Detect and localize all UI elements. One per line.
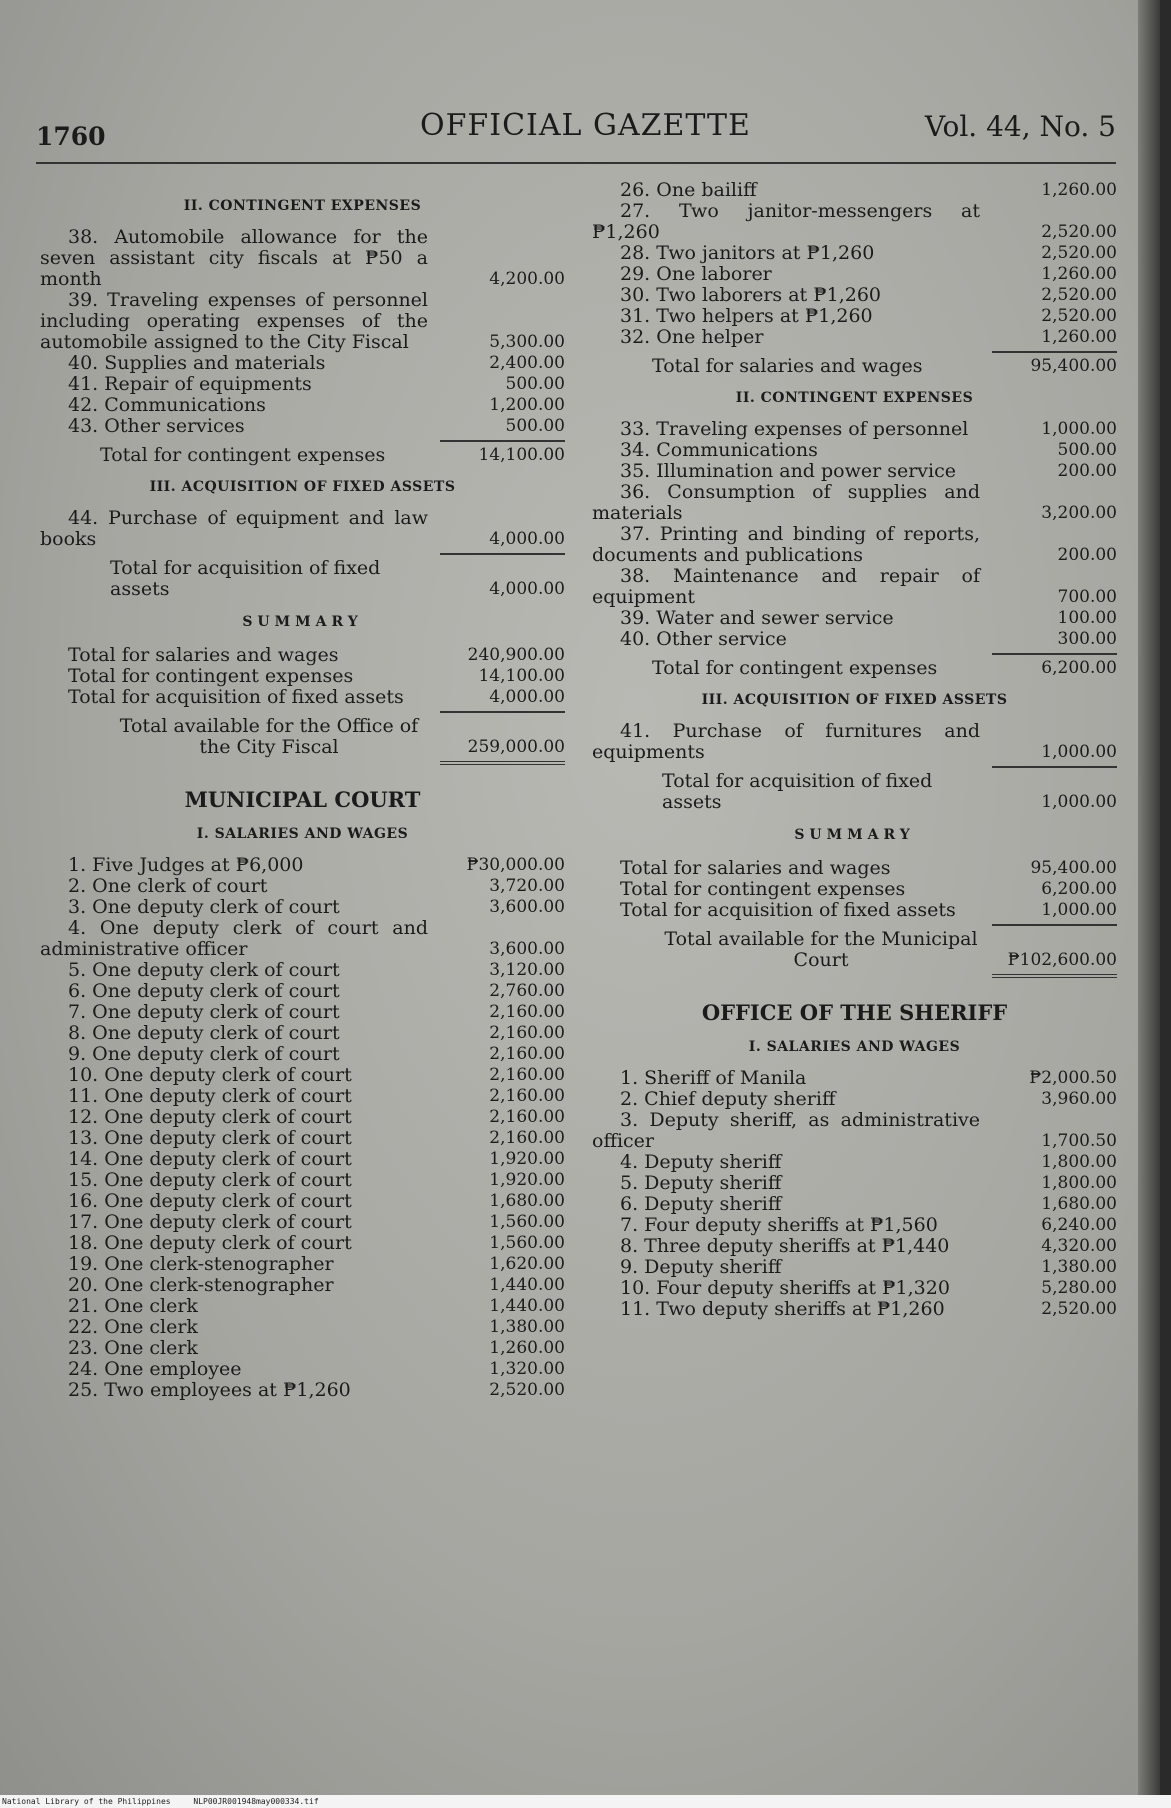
salary-list <box>592 180 1117 348</box>
item-amount: 1,380.00 <box>489 1317 565 1337</box>
item-amount: 200.00 <box>1057 545 1117 565</box>
line-item <box>40 227 565 290</box>
item-desc: 38. Maintenance and repair of equipment <box>592 565 980 608</box>
item-desc: 33. Traveling expenses of personnel <box>620 418 969 440</box>
item-desc: 2. One clerk of court <box>68 875 268 897</box>
item-desc: 7. Four deputy sheriffs at ₱1,560 <box>620 1214 938 1236</box>
total-desc: Total available for the Office of the City Fiscal <box>119 715 419 758</box>
section-heading: II. CONTINGENT EXPENSES <box>183 198 422 214</box>
line-item <box>40 290 565 353</box>
line-item <box>592 566 1117 608</box>
item-desc: 5. Deputy sheriff <box>620 1172 782 1194</box>
item-desc: 44. Purchase of equipment and law books <box>40 507 428 550</box>
item-amount: 1,680.00 <box>489 1191 565 1211</box>
line-item <box>592 1215 1117 1236</box>
item-amount: 1,560.00 <box>489 1212 565 1232</box>
item-desc: 10. Four deputy sheriffs at ₱1,320 <box>620 1277 950 1299</box>
item-desc: Total for salaries and wages <box>68 644 339 666</box>
summary-line <box>592 900 1117 921</box>
item-desc: 36. Consumption of supplies and materials <box>592 481 980 524</box>
item-amount: 14,100.00 <box>478 666 565 686</box>
item-desc: 41. Repair of equipments <box>68 373 312 395</box>
item-desc: 32. One helper <box>620 326 764 348</box>
item-desc: 24. One employee <box>68 1358 242 1380</box>
line-item <box>592 1257 1117 1278</box>
item-desc: 1. Five Judges at ₱6,000 <box>68 854 304 876</box>
line-item <box>592 608 1117 629</box>
total-line <box>592 771 1117 813</box>
line-item <box>592 524 1117 566</box>
item-desc: 4. One deputy clerk of court and administrative officer <box>40 917 428 960</box>
line-item <box>40 1149 565 1170</box>
item-amount: 100.00 <box>1057 608 1117 628</box>
item-amount: 3,600.00 <box>489 897 565 917</box>
page-number: 1760 <box>36 122 106 151</box>
line-item <box>40 918 565 960</box>
item-desc: 35. Illumination and power service <box>620 460 957 482</box>
item-amount: 1,440.00 <box>489 1296 565 1316</box>
item-desc: 28. Two janitors at ₱1,260 <box>620 242 875 264</box>
line-item <box>40 897 565 918</box>
item-desc: 23. One clerk <box>68 1337 198 1359</box>
line-item <box>40 1191 565 1212</box>
item-desc: 19. One clerk-stenographer <box>68 1253 334 1275</box>
item-amount: 2,160.00 <box>489 1023 565 1043</box>
item-desc: 5. One deputy clerk of court <box>68 959 340 981</box>
summary-heading: SUMMARY <box>242 614 363 630</box>
item-amount: 2,520.00 <box>1041 306 1117 326</box>
line-item <box>592 1089 1117 1110</box>
line-item <box>592 285 1117 306</box>
item-amount: ₱2,000.50 <box>1029 1068 1117 1088</box>
line-item <box>592 721 1117 763</box>
publication-title: OFFICIAL GAZETTE <box>420 108 751 143</box>
line-item <box>40 353 565 374</box>
line-item <box>592 1068 1117 1089</box>
summary-line <box>40 687 565 708</box>
item-desc: 8. One deputy clerk of court <box>68 1022 340 1044</box>
line-item <box>592 1110 1117 1152</box>
item-desc: 2. Chief deputy sheriff <box>620 1088 836 1110</box>
item-amount: 2,160.00 <box>489 1065 565 1085</box>
item-amount: 3,120.00 <box>489 960 565 980</box>
item-amount: 1,320.00 <box>489 1359 565 1379</box>
line-item <box>40 416 565 437</box>
item-amount: 1,260.00 <box>1041 180 1117 200</box>
line-item <box>592 243 1117 264</box>
item-amount: 3,600.00 <box>489 939 565 959</box>
total-desc: Total for contingent expenses <box>652 657 938 679</box>
item-desc: 15. One deputy clerk of court <box>68 1169 352 1191</box>
line-item <box>40 1296 565 1317</box>
item-amount: 1,000.00 <box>1041 900 1117 920</box>
line-item <box>40 1065 565 1086</box>
item-desc: Total for acquisition of fixed assets <box>620 899 956 921</box>
item-desc: 1. Sheriff of Manila <box>620 1067 807 1089</box>
item-desc: 41. Purchase of furnitures and equipments <box>592 720 980 763</box>
item-amount: 1,000.00 <box>1041 742 1117 762</box>
total-desc: Total for contingent expenses <box>100 444 386 466</box>
item-desc: 12. One deputy clerk of court <box>68 1106 352 1128</box>
double-rule <box>992 974 1117 980</box>
item-amount: 2,160.00 <box>489 1002 565 1022</box>
summary-line <box>40 666 565 687</box>
line-item <box>40 508 565 550</box>
total-rule <box>992 351 1117 353</box>
item-desc: 22. One clerk <box>68 1316 198 1338</box>
item-amount: 1,700.50 <box>1041 1131 1117 1151</box>
line-item <box>40 960 565 981</box>
file-name: NLP00JR001948may000334.tif <box>193 1797 319 1806</box>
item-amount: 2,520.00 <box>1041 243 1117 263</box>
item-amount: 5,300.00 <box>489 332 565 352</box>
left-column <box>40 190 565 1401</box>
item-desc: 11. One deputy clerk of court <box>68 1085 352 1107</box>
line-item <box>40 1212 565 1233</box>
item-amount: 2,160.00 <box>489 1086 565 1106</box>
right-column <box>592 180 1117 1320</box>
item-desc: 26. One bailiff <box>620 179 757 201</box>
total-line <box>40 558 565 600</box>
line-item <box>40 1002 565 1023</box>
item-amount: 3,960.00 <box>1041 1089 1117 1109</box>
item-desc: 16. One deputy clerk of court <box>68 1190 352 1212</box>
total-line <box>40 445 565 466</box>
item-desc: 6. Deputy sheriff <box>620 1193 782 1215</box>
line-item <box>40 374 565 395</box>
item-desc: Total for contingent expenses <box>620 878 906 900</box>
line-item <box>40 1128 565 1149</box>
total-line <box>592 356 1117 377</box>
summary-line <box>592 879 1117 900</box>
summary-line <box>592 858 1117 879</box>
total-rule <box>992 766 1117 768</box>
office-heading: MUNICIPAL COURT <box>184 787 421 812</box>
line-item <box>40 1086 565 1107</box>
line-item <box>592 264 1117 285</box>
total-desc: Total for acquisition of fixed assets <box>110 557 381 600</box>
item-desc: 11. Two deputy sheriffs at ₱1,260 <box>620 1298 945 1320</box>
item-amount: 1,620.00 <box>489 1254 565 1274</box>
item-amount: 700.00 <box>1057 587 1117 607</box>
item-desc: 25. Two employees at ₱1,260 <box>68 1379 351 1401</box>
total-rule <box>992 653 1117 655</box>
line-item <box>592 629 1117 650</box>
item-amount: 5,280.00 <box>1041 1278 1117 1298</box>
line-item <box>40 1254 565 1275</box>
total-amount: 4,000.00 <box>489 579 565 599</box>
scan-footer <box>0 1795 1171 1808</box>
page-edge-shadow <box>1138 0 1160 1795</box>
section-heading: I. SALARIES AND WAGES <box>196 826 409 842</box>
item-desc: 20. One clerk-stenographer <box>68 1274 334 1296</box>
item-desc: 39. Traveling expenses of personnel including operating expenses of the automobile assigned to the City Fiscal <box>40 289 428 353</box>
item-amount: 1,000.00 <box>1041 419 1117 439</box>
line-item <box>592 440 1117 461</box>
library-credit: National Library of the Philippines <box>2 1797 171 1806</box>
page-header <box>36 100 1116 158</box>
item-amount: 4,000.00 <box>489 529 565 549</box>
section-heading: III. ACQUISITION OF FIXED ASSETS <box>701 692 1008 708</box>
item-amount: 2,520.00 <box>489 1380 565 1400</box>
item-amount: 200.00 <box>1057 461 1117 481</box>
item-desc: 3. Deputy sheriff, as administrative officer <box>592 1109 980 1152</box>
section-heading: II. CONTINGENT EXPENSES <box>735 390 974 406</box>
item-amount: 1,260.00 <box>489 1338 565 1358</box>
item-amount: 4,320.00 <box>1041 1236 1117 1256</box>
total-rule <box>440 553 565 555</box>
header-rule <box>36 162 1116 164</box>
line-item <box>40 1380 565 1401</box>
line-item <box>592 201 1117 243</box>
line-item <box>592 1173 1117 1194</box>
item-amount: 240,900.00 <box>467 645 565 665</box>
line-item <box>40 1023 565 1044</box>
item-amount: 3,200.00 <box>1041 503 1117 523</box>
item-desc: 10. One deputy clerk of court <box>68 1064 352 1086</box>
item-desc: 38. Automobile allowance for the seven assistant city fiscals at ₱50 a month <box>40 226 428 290</box>
line-item <box>40 1170 565 1191</box>
item-desc: 3. One deputy clerk of court <box>68 896 340 918</box>
item-amount: 1,920.00 <box>489 1149 565 1169</box>
item-desc: Total for acquisition of fixed assets <box>68 686 404 708</box>
line-item <box>592 461 1117 482</box>
item-amount: 2,160.00 <box>489 1044 565 1064</box>
line-item <box>592 419 1117 440</box>
item-desc: 30. Two laborers at ₱1,260 <box>620 284 882 306</box>
line-item <box>592 306 1117 327</box>
item-amount: 500.00 <box>505 416 565 436</box>
item-amount: 2,160.00 <box>489 1128 565 1148</box>
item-desc: 37. Printing and binding of reports, documents and publications <box>592 523 980 566</box>
line-item <box>40 1044 565 1065</box>
line-item <box>40 1107 565 1128</box>
item-amount: 1,200.00 <box>489 395 565 415</box>
total-amount: ₱102,600.00 <box>1007 950 1117 970</box>
line-item <box>40 981 565 1002</box>
item-desc: 9. Deputy sheriff <box>620 1256 782 1278</box>
item-desc: 34. Communications <box>620 439 818 461</box>
line-item <box>592 1194 1117 1215</box>
sheriff-salary-list <box>592 1068 1117 1320</box>
item-amount: 4,200.00 <box>489 269 565 289</box>
item-desc: 42. Communications <box>68 394 266 416</box>
item-desc: Total for contingent expenses <box>68 665 354 687</box>
total-desc: Total for acquisition of fixed assets <box>662 770 933 813</box>
item-amount: 6,240.00 <box>1041 1215 1117 1235</box>
line-item <box>40 1359 565 1380</box>
item-amount: 2,760.00 <box>489 981 565 1001</box>
volume-number: Vol. 44, No. 5 <box>924 110 1116 143</box>
total-desc: Total for salaries and wages <box>652 355 923 377</box>
item-amount: 300.00 <box>1057 629 1117 649</box>
line-item <box>592 1299 1117 1320</box>
item-amount: 1,680.00 <box>1041 1194 1117 1214</box>
line-item <box>40 1338 565 1359</box>
salary-list <box>40 855 565 1401</box>
line-item <box>40 855 565 876</box>
item-desc: 40. Supplies and materials <box>68 352 326 374</box>
item-desc: 40. Other service <box>620 628 787 650</box>
item-desc: 18. One deputy clerk of court <box>68 1232 352 1254</box>
item-desc: Total for salaries and wages <box>620 857 891 879</box>
item-desc: 39. Water and sewer service <box>620 607 894 629</box>
item-amount: 1,560.00 <box>489 1233 565 1253</box>
item-desc: 14. One deputy clerk of court <box>68 1148 352 1170</box>
item-amount: 2,520.00 <box>1041 222 1117 242</box>
line-item <box>592 1152 1117 1173</box>
summary-heading: SUMMARY <box>794 827 915 843</box>
item-desc: 13. One deputy clerk of court <box>68 1127 352 1149</box>
line-item <box>40 876 565 897</box>
item-amount: 2,400.00 <box>489 353 565 373</box>
total-amount: 6,200.00 <box>1041 658 1117 678</box>
item-amount: 3,720.00 <box>489 876 565 896</box>
item-desc: 7. One deputy clerk of court <box>68 1001 340 1023</box>
contingent-list <box>592 419 1117 650</box>
line-item <box>592 180 1117 201</box>
item-desc: 43. Other services <box>68 415 245 437</box>
grand-total-line <box>40 716 565 758</box>
item-amount: 1,260.00 <box>1041 327 1117 347</box>
total-rule <box>440 440 565 442</box>
item-amount: 500.00 <box>505 374 565 394</box>
item-amount: 1,800.00 <box>1041 1152 1117 1172</box>
line-item <box>592 327 1117 348</box>
item-amount: 1,380.00 <box>1041 1257 1117 1277</box>
item-desc: 4. Deputy sheriff <box>620 1151 782 1173</box>
section-heading: I. SALARIES AND WAGES <box>748 1039 961 1055</box>
total-rule <box>992 924 1117 926</box>
line-item <box>40 1317 565 1338</box>
item-desc: 21. One clerk <box>68 1295 198 1317</box>
item-desc: 9. One deputy clerk of court <box>68 1043 340 1065</box>
item-amount: 500.00 <box>1057 440 1117 460</box>
total-line <box>592 658 1117 679</box>
item-desc: 6. One deputy clerk of court <box>68 980 340 1002</box>
item-amount: 6,200.00 <box>1041 879 1117 899</box>
item-desc: 31. Two helpers at ₱1,260 <box>620 305 873 327</box>
item-desc: 8. Three deputy sheriffs at ₱1,440 <box>620 1235 950 1257</box>
line-item <box>592 1278 1117 1299</box>
line-item <box>592 482 1117 524</box>
item-amount: 1,920.00 <box>489 1170 565 1190</box>
total-amount: 95,400.00 <box>1030 356 1117 376</box>
line-item <box>40 1275 565 1296</box>
total-amount: 259,000.00 <box>467 737 565 757</box>
item-amount: ₱30,000.00 <box>466 855 565 875</box>
item-amount: 2,520.00 <box>1041 1299 1117 1319</box>
item-amount: 95,400.00 <box>1030 858 1117 878</box>
total-amount: 1,000.00 <box>1041 792 1117 812</box>
total-amount: 14,100.00 <box>478 445 565 465</box>
office-heading: OFFICE OF THE SHERIFF <box>701 1000 1008 1025</box>
line-item <box>592 1236 1117 1257</box>
item-amount: 2,160.00 <box>489 1107 565 1127</box>
item-amount: 2,520.00 <box>1041 285 1117 305</box>
item-amount: 1,440.00 <box>489 1275 565 1295</box>
item-desc: 17. One deputy clerk of court <box>68 1211 352 1233</box>
double-rule <box>440 761 565 767</box>
item-desc: 29. One laborer <box>620 263 772 285</box>
grand-total-line <box>592 929 1117 971</box>
line-item <box>40 395 565 416</box>
summary-line <box>40 645 565 666</box>
line-item <box>40 1233 565 1254</box>
item-amount: 1,260.00 <box>1041 264 1117 284</box>
total-desc: Total available for the Municipal Court <box>664 928 978 971</box>
total-rule <box>440 711 565 713</box>
item-amount: 1,800.00 <box>1041 1173 1117 1193</box>
section-heading: III. ACQUISITION OF FIXED ASSETS <box>149 479 456 495</box>
item-desc: 27. Two janitor-messengers at ₱1,260 <box>592 200 980 243</box>
item-amount: 4,000.00 <box>489 687 565 707</box>
